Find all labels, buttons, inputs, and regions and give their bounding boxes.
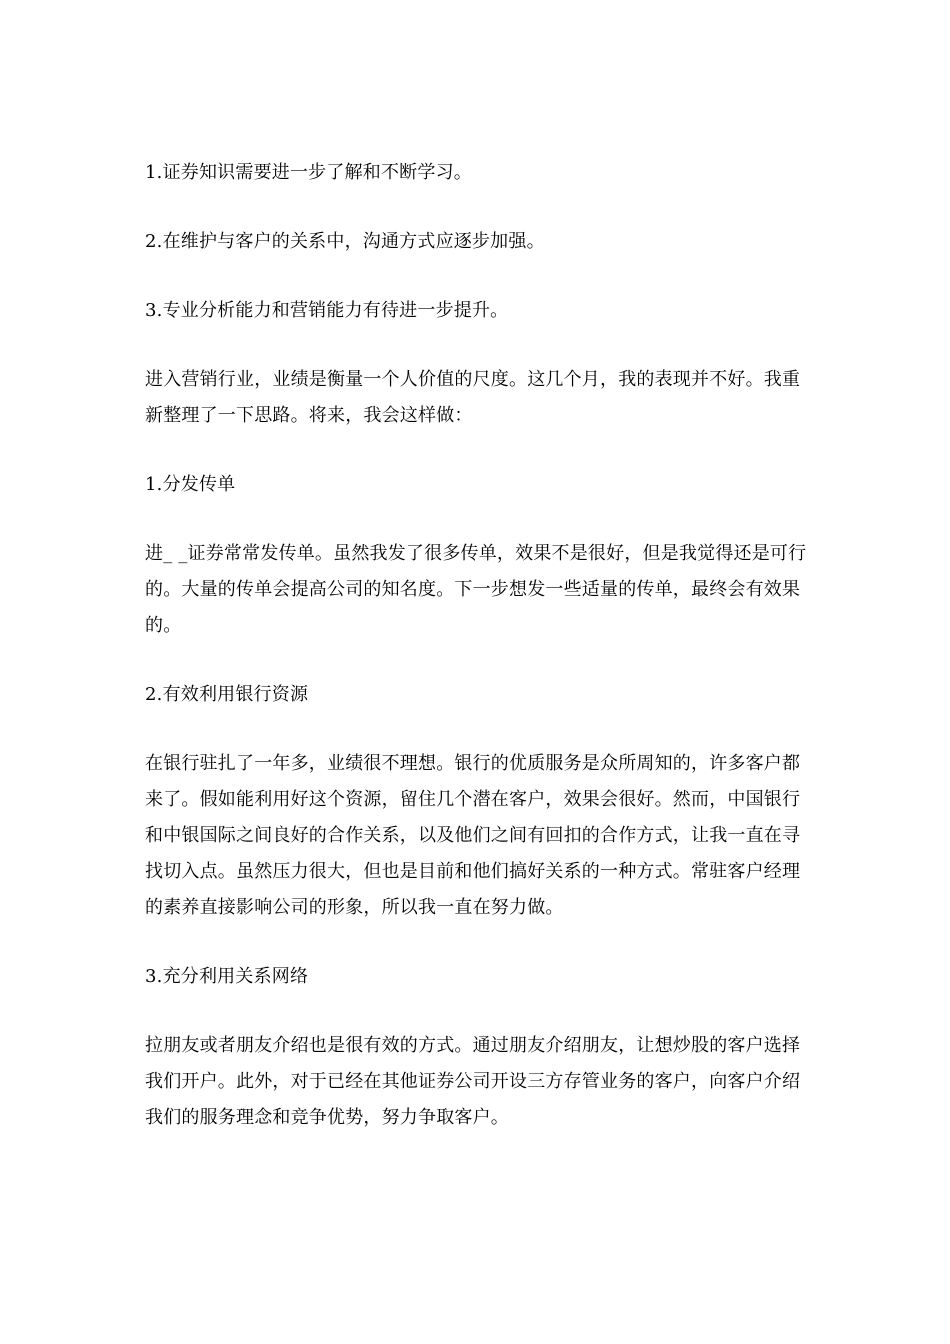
section-heading-relationship-network: 3.充分利用关系网络 (145, 966, 309, 987)
improvement-item-1: 1.证券知识需要进一步了解和不断学习。 (145, 162, 472, 183)
document-body (145, 155, 815, 1169)
section-heading-leaflets: 1.分发传单 (145, 474, 236, 495)
leaflets-paragraph: 进_ _证券常常发传单。虽然我发了很多传单，效果不是很好，但是我觉得还是可行的。大量的传单会提高公司的知名度。下一步想发一些适量的传单，最终会有效果的。 (145, 543, 807, 636)
plan-intro-paragraph: 进入营销行业，业绩是衡量一个人价值的尺度。这几个月，我的表现并不好。我重新整理了一下思路。将来，我会这样做： (145, 369, 801, 426)
improvement-item-2: 2.在维护与客户的关系中，沟通方式应逐步加强。 (145, 231, 545, 252)
bank-resources-paragraph: 在银行驻扎了一年多，业绩很不理想。银行的优质服务是众所周知的，许多客户都来了。假如能利用好这个资源，留住几个潜在客户，效果会很好。然而，中国银行和中银国际之间良好的合作关系，以及他们之间有回扣的合作方式，让我一直在寻找切入点。虽然压力很大，但也是目前和他们搞好关系的一种方式。常驻客户经理的素养直接影响公司的形象，所以我一直在努力做。 (145, 753, 801, 918)
section-heading-bank-resources: 2.有效利用银行资源 (145, 684, 309, 705)
relationship-network-paragraph: 拉朋友或者朋友介绍也是很有效的方式。通过朋友介绍朋友，让想炒股的客户选择我们开户。此外，对于已经在其他证券公司开设三方存管业务的客户，向客户介绍我们的服务理念和竞争优势，努力争取客户。 (145, 1035, 801, 1128)
improvement-item-3: 3.专业分析能力和营销能力有待进一步提升。 (145, 300, 509, 321)
